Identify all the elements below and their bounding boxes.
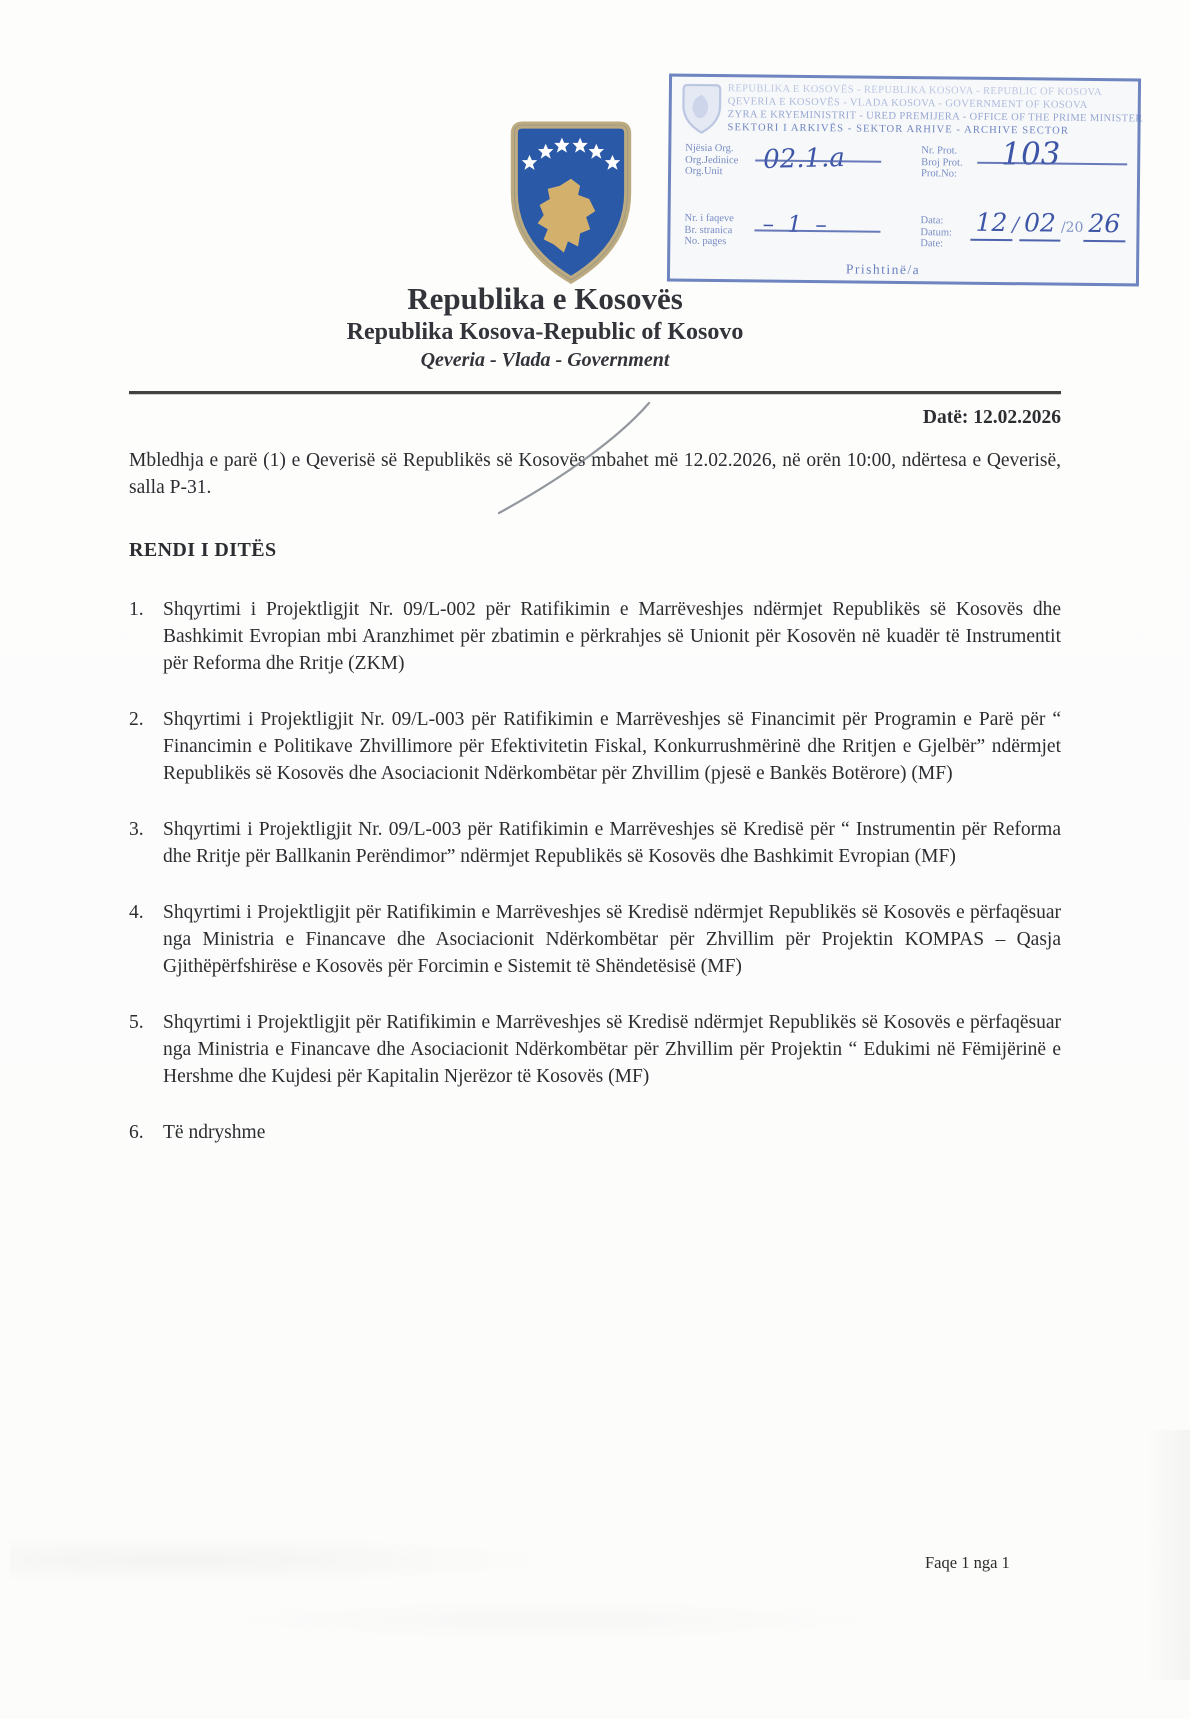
header-divider bbox=[129, 391, 1061, 394]
agenda-item bbox=[129, 596, 1061, 677]
agenda-item bbox=[129, 899, 1061, 980]
scan-artifact bbox=[1145, 1430, 1190, 1680]
archive-stamp bbox=[667, 74, 1141, 287]
stamp-date-month: 02 bbox=[1019, 208, 1061, 241]
page-footer: Faqe 1 nga 1 bbox=[925, 1553, 1010, 1572]
agenda-item bbox=[129, 706, 1061, 787]
letterhead bbox=[195, 281, 895, 373]
stamp-pages-value: – 1 – bbox=[762, 211, 830, 239]
agenda-list bbox=[129, 596, 1061, 1146]
stamp-date-year: 26 bbox=[1083, 209, 1125, 242]
stamp-header-line: SEKTORI I ARKIVËS - SEKTOR ARHIVE - ARCHIVE SECTOR bbox=[727, 122, 1070, 137]
agenda-item-text: Shqyrtimi i Projektligjit për Ratifikimin e Marrëveshjes së Kredisë ndërmjet Republikës së Kosovës e përfaqësuar nga Ministria e Financave dhe Asociacionit Ndërkombëtar për Zhvillim për Projektin KOMPAS – Qasja Gjithëpërfshirëse e Kosovës për Forcimin e Sistemit të Shëndetësisë (MF) bbox=[163, 902, 1061, 977]
stamp-header-line: QEVERIA E KOSOVËS - VLADA KOSOVA - GOVERNMENT OF KOSOVA bbox=[727, 96, 1088, 111]
document-body bbox=[129, 404, 1061, 1175]
agenda-item-number: 6. bbox=[129, 1122, 144, 1143]
stamp-header bbox=[727, 82, 1143, 138]
stamp-pages-label: Nr. i faqeve Br. stranica No. pages bbox=[684, 212, 734, 248]
agenda-item-text: Shqyrtimi i Projektligjit për Ratifikimin e Marrëveshjes së Kredisë ndërmjet Republikës së Kosovës e përfaqësuar nga Ministria e Financave dhe Asociacionit Ndërkombëtar për Zhvillim për Projektin “ Edukimi në Fëmijërinë e Hershme dhe Kujdesi për Kapitalin Njerëzor të Kosovës (MF) bbox=[163, 1012, 1061, 1087]
stamp-org-unit-value: 02.1.a bbox=[762, 142, 846, 175]
scan-artifact bbox=[200, 1600, 900, 1640]
agenda-heading: RENDI I DITËS bbox=[129, 539, 277, 561]
stamp-city: Prishtinë/a bbox=[845, 261, 921, 278]
title-government: Qeveria - Vlada - Government bbox=[420, 349, 670, 371]
agenda-item-number: 2. bbox=[129, 709, 144, 730]
stamp-date-day: 12 bbox=[970, 208, 1012, 241]
agenda-item-text: Shqyrtimi i Projektligjit Nr. 09/L-003 për Ratifikimin e Marrëveshjes së Kredisë për “ Instrumentin për Reforma dhe Rritje për Ballkanin Perëndimor” ndërmjet Republikës së Kosovës dhe Bashkimit Evropian (MF) bbox=[163, 819, 1061, 867]
agenda-item-text: Shqyrtimi i Projektligjit Nr. 09/L-003 për Ratifikimin e Marrëveshjes së Financimit për Programin e Parë për “ Financimin e Politikave Zhvillimore për Efektivitetin Fiskal, Konkurrushmërinë dhe Rritjen e Gjelbër” ndërmjet Republikës së Kosovës dhe Asociacionit Ndërkombëtar për Zhvillim (pjesë e Bankës Botërore) (MF) bbox=[163, 709, 1061, 784]
title-albanian: Republika e Kosovës bbox=[407, 281, 683, 316]
stamp-emblem-icon bbox=[679, 82, 724, 136]
agenda-item-number: 1. bbox=[129, 599, 144, 620]
document-date: Datë: 12.02.2026 bbox=[922, 407, 1061, 428]
agenda-item bbox=[129, 1119, 1061, 1146]
stamp-header-line: REPUBLIKA E KOSOVËS - REPUBLIKA KOSOVA - REPUBLIC OF KOSOVA bbox=[727, 83, 1103, 99]
stamp-org-unit-label: Njësia Org. Org.Jedinice Org.Unit bbox=[685, 142, 739, 178]
meeting-intro: Mbledhja e parë (1) e Qeverisë së Republikës së Kosovës mbahet më 12.02.2026, në orën 10:00, ndërtesa e Qeverisë, salla P-31. bbox=[129, 450, 1061, 498]
stamp-date-label: Data: Datum: Date: bbox=[920, 215, 953, 250]
stamp-prot-value: 103 bbox=[1001, 136, 1061, 173]
agenda-item bbox=[129, 816, 1061, 870]
stamp-header-line: ZYRA E KRYEMINISTRIT - URED PREMIJERA - OFFICE OF THE PRIME MINISTER bbox=[727, 109, 1143, 125]
agenda-item bbox=[129, 1009, 1061, 1090]
stamp-prot-label: Nr. Prot. Broj Prot. Prot.No: bbox=[921, 145, 963, 180]
agenda-item-number: 3. bbox=[129, 819, 144, 840]
agenda-item-number: 5. bbox=[129, 1012, 144, 1033]
agenda-item-text: Të ndryshme bbox=[163, 1122, 266, 1143]
stamp-date-value bbox=[970, 208, 1125, 243]
kosovo-coat-of-arms-icon bbox=[505, 118, 637, 290]
agenda-item-number: 4. bbox=[129, 902, 144, 923]
title-bilingual: Republika Kosova-Republic of Kosovo bbox=[346, 319, 744, 345]
stamp-date-century: /20 bbox=[1060, 219, 1084, 236]
agenda-item-text: Shqyrtimi i Projektligjit Nr. 09/L-002 për Ratifikimin e Marrëveshjes ndërmjet Republikës së Kosovës dhe Bashkimit Evropian mbi Aranzhimet për zbatimin e përkrahjes së Unionit për Kosovën në kuadër të Instrumentit për Reforma dhe Rritje (ZKM) bbox=[163, 599, 1061, 674]
scan-artifact bbox=[10, 1535, 570, 1585]
stamp-date-separator: / bbox=[1012, 212, 1020, 237]
